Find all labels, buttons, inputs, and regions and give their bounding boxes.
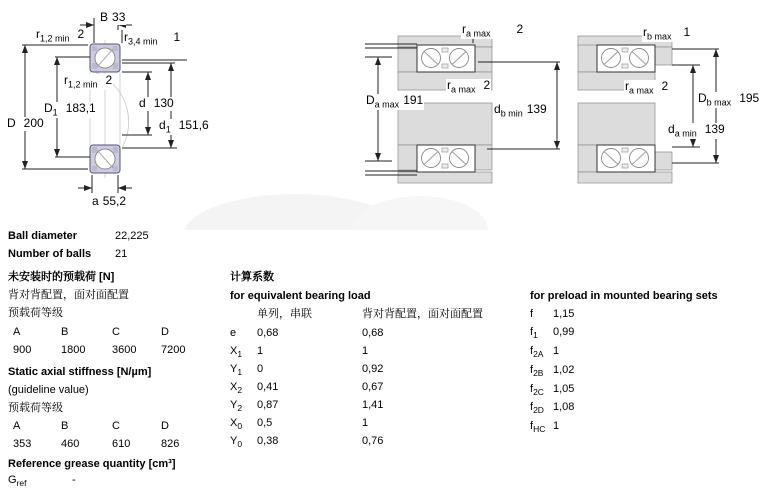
- dim-ra-max-top: $r_{a max}$ 2: [462, 22, 524, 39]
- calc-value-paired: 0,68: [362, 327, 384, 339]
- bearing-pair-top: [417, 45, 475, 72]
- grease-section-header: Reference grease quantity [cm³]: [8, 458, 176, 470]
- figure-bearing-pair-face-to-face: [578, 36, 719, 183]
- bearing-pair-bottom: [417, 145, 475, 172]
- dim-d: d 130: [139, 96, 174, 110]
- factor-value: 1,02: [553, 364, 575, 376]
- ball-diameter-label: Ball diameter: [8, 230, 78, 242]
- grade-letter: A: [13, 326, 21, 338]
- dim-B: B 33: [100, 10, 126, 24]
- ball-diameter-value: 22,225: [115, 230, 149, 242]
- factor-value: 1: [553, 345, 560, 357]
- calc-value-paired: 0,76: [362, 435, 384, 447]
- calc-value-single: 0: [257, 363, 264, 375]
- stiffness-note: (guideline value): [8, 384, 89, 396]
- stiffness-section-header: Static axial stiffness [N/µm]: [8, 366, 152, 378]
- dim-d1: $d_1$ 151,6: [159, 118, 209, 135]
- calc-value-single: 0,68: [257, 327, 279, 339]
- grade-letter: B: [61, 326, 69, 338]
- watermark: [183, 194, 488, 230]
- calc-value-single: 0,41: [257, 381, 279, 393]
- grade-letter: D: [161, 326, 169, 338]
- factor-symbol: $f_{HC}$: [530, 420, 546, 435]
- preload-grade-label: 预载荷等级: [8, 307, 63, 319]
- dim-da-min: $d_{a min}$ 139: [668, 122, 725, 139]
- factor-value: 1,08: [553, 401, 575, 413]
- grade-letter: A: [13, 420, 21, 432]
- calc-row-symbol: $Y_2$: [230, 399, 243, 414]
- calc-header-cn: 计算系数: [230, 271, 274, 283]
- stiffness-value: 353: [13, 438, 32, 450]
- dim-Db-max: $D_{b max}$ 195: [698, 91, 760, 108]
- calc-row-symbol: $X_0$: [230, 417, 243, 432]
- calc-value-single: 0,87: [257, 399, 279, 411]
- factor-value: 1,05: [553, 383, 575, 395]
- stiffness-value: 460: [61, 438, 80, 450]
- calc-value-single: 1: [257, 345, 264, 357]
- dim-db-min: $d_{b min}$ 139: [494, 102, 547, 119]
- factor-symbol: $f_1$: [530, 326, 538, 341]
- calc-col-paired-header: 背对背配置，面对面配置: [362, 308, 483, 320]
- dim-r12-mid: $r_{1,2 min}$ 2: [64, 73, 113, 90]
- grade-letter: B: [61, 420, 69, 432]
- calc-value-single: 0,38: [257, 435, 279, 447]
- number-of-balls-label: Number of balls: [8, 248, 92, 260]
- dim-D: D 200: [7, 116, 44, 130]
- calc-row-symbol: $X_2$: [230, 381, 243, 396]
- dim-r12-top: $r_{1,2 min}$ 2: [36, 27, 85, 44]
- dim-a: a 55,2: [92, 194, 127, 208]
- stiffness-grade-label: 预载荷等级: [8, 402, 63, 414]
- factor-symbol: $f_{2D}$: [530, 401, 544, 416]
- calc-row-symbol: $Y_1$: [230, 363, 243, 378]
- factor-value: 1: [553, 420, 560, 432]
- stiffness-value: 610: [112, 438, 131, 450]
- preload-section-header: 未安装时的预载荷 [N]: [8, 271, 115, 283]
- grade-letter: D: [161, 420, 169, 432]
- factor-symbol: $f_{2B}$: [530, 364, 544, 379]
- preload-value: 1800: [61, 344, 86, 356]
- calc-row-symbol: $X_1$: [230, 345, 243, 360]
- calc-value-paired: 1: [362, 417, 369, 429]
- preload-factors-header: for preload in mounted bearing sets: [530, 290, 718, 302]
- bearing-section-top: [90, 44, 120, 72]
- factor-value: 1,15: [553, 308, 575, 320]
- calc-value-paired: 0,92: [362, 363, 384, 375]
- dim-ra-max-mid: $r_{a max}$ 2: [447, 78, 491, 95]
- dim-D1: $D_1$ 183,1: [44, 101, 96, 118]
- calc-header-en: for equivalent bearing load: [230, 290, 371, 302]
- calc-col-single-header: 单列，串联: [257, 308, 312, 320]
- grease-ref-symbol: $G_{ref}$: [8, 474, 27, 489]
- calc-row-symbol: e: [230, 327, 237, 339]
- factor-symbol: f: [530, 308, 534, 320]
- bearing-pair-top: [597, 45, 655, 72]
- grade-letter: C: [112, 326, 120, 338]
- factor-symbol: $f_{2C}$: [530, 383, 544, 398]
- calc-value-paired: 1,41: [362, 399, 384, 411]
- calc-row-symbol: $Y_0$: [230, 435, 243, 450]
- dim-rb-max: $r_{b max}$ 1: [643, 25, 691, 42]
- calc-value-single: 0,5: [257, 417, 273, 429]
- preload-value: 3600: [112, 344, 137, 356]
- stiffness-value: 826: [161, 438, 180, 450]
- calc-value-paired: 1: [362, 345, 369, 357]
- number-of-balls-value: 21: [115, 248, 128, 260]
- dim-Da-max: $D_{a max}$ 191: [366, 93, 424, 110]
- dim-r34: $r_{3,4 min}$ 1: [124, 30, 181, 47]
- grease-ref-value: -: [72, 474, 76, 486]
- bearing-pair-bottom: [597, 145, 655, 172]
- factor-symbol: $f_{2A}$: [530, 345, 544, 360]
- preload-value: 7200: [161, 344, 186, 356]
- factor-value: 0,99: [553, 326, 575, 338]
- bearing-section-bottom: [90, 145, 120, 173]
- calc-value-paired: 0,67: [362, 381, 384, 393]
- dim-ra-max: $r_{a max}$ 2: [625, 79, 669, 96]
- preload-config-label: 背对背配置，面对面配置: [8, 289, 129, 301]
- preload-value: 900: [13, 344, 32, 356]
- grade-letter: C: [112, 420, 120, 432]
